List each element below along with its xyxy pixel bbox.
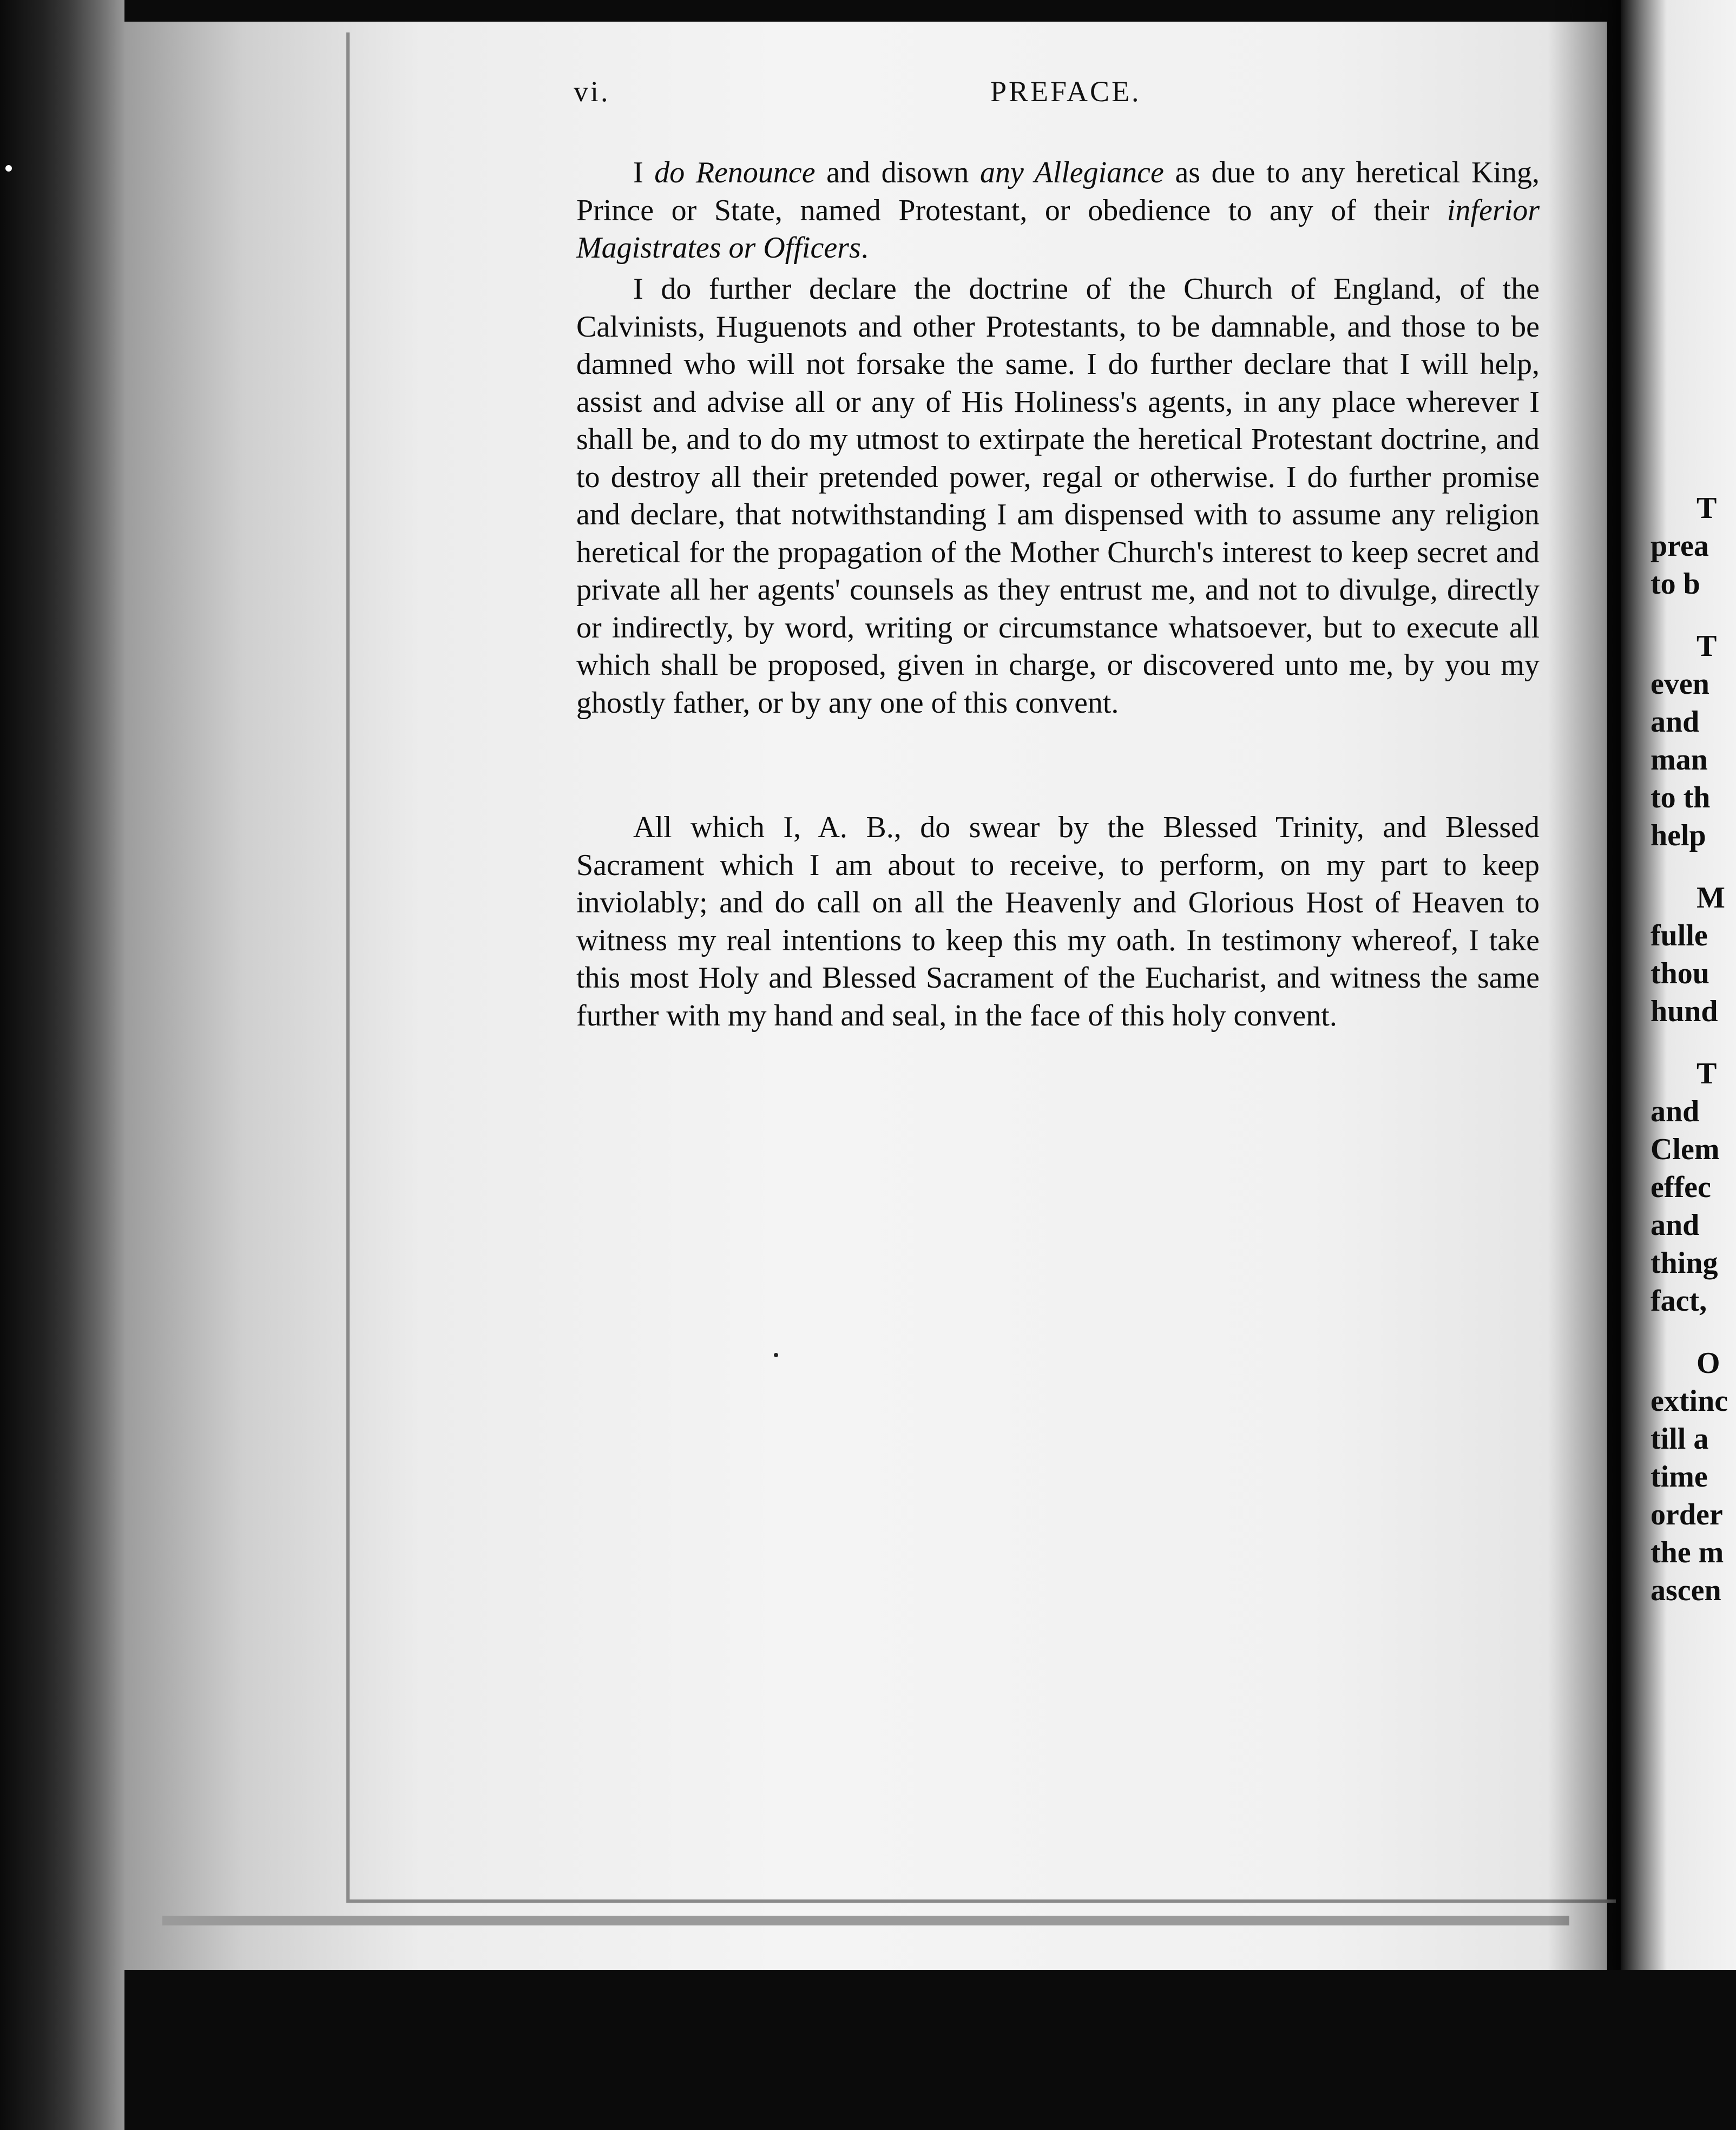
scan-top-edge bbox=[0, 0, 1736, 22]
facing-page-line: T bbox=[1696, 1057, 1717, 1090]
facing-page-line: T bbox=[1696, 491, 1717, 525]
facing-page-line: extinc bbox=[1650, 1384, 1728, 1418]
gutter-shadow bbox=[1548, 0, 1629, 2130]
facing-page-line: prea bbox=[1650, 529, 1709, 563]
facing-page bbox=[1621, 0, 1736, 2130]
facing-page-line: fulle bbox=[1650, 919, 1708, 952]
facing-page-line: and bbox=[1650, 1208, 1700, 1242]
book-binding-edge bbox=[0, 0, 124, 2130]
scan-speck bbox=[5, 165, 12, 172]
paragraph-1: I do Renounce and disown any Allegiance as due to any heretical King, Prince or State, named Protestant, or obedience to any of their inferior Magistrates or Officers. bbox=[576, 156, 1540, 265]
facing-page-line: the m bbox=[1650, 1536, 1724, 1569]
paragraph-2: I do further declare the doctrine of the Church of England, of the Calvinists, Huguenots and other Protestants, to be damnable, and those to be damned who will not forsake the same. I do further declare that I will help, assist and advise all or any of His Holiness's agents, in any place wherever I shall be, and to do my utmost to extirpate the heretical Protestant doctrine, and to destroy all their pretended power, regal or otherwise. I do further promise and declare, that notwithstanding I am dispensed with to assume any religion heretical for the propagation of the Mother Church's interest to keep secret and private all her agents' counsels as they entrust me, and not to divulge, directly or indirectly, by word, writing or circumstance whatsoever, but to execute all which shall be proposed, given in charge, or discovered unto me, by you my ghostly father, or by any one of this convent. bbox=[576, 272, 1540, 720]
paragraph-3: All which I, A. B., do swear by the Blessed Trinity, and Blessed Sacrament which I am about to receive, to perform, on my part to keep inviolably; and do call on all the Heavenly and Glorious Host of Heaven to witness my real intentions to keep this my oath. In testimony whereof, I take this most Holy and Blessed Sacrament of the Eucharist, and witness the same further with my hand and seal, in the face of this holy convent. bbox=[576, 811, 1540, 1033]
facing-page-line: and bbox=[1650, 705, 1700, 739]
facing-page-line: M bbox=[1696, 881, 1725, 915]
page-number: vi. bbox=[574, 75, 610, 108]
facing-page-line: to th bbox=[1650, 781, 1711, 814]
facing-page-line: to b bbox=[1650, 567, 1700, 601]
facing-page-line: T bbox=[1696, 629, 1717, 663]
facing-page-line: thing bbox=[1650, 1246, 1718, 1280]
facing-page-line: fact, bbox=[1650, 1284, 1707, 1318]
facing-page-line: time bbox=[1650, 1460, 1708, 1494]
scan-speck bbox=[774, 1353, 778, 1357]
facing-page-line: effec bbox=[1650, 1171, 1711, 1204]
facing-page-line: thou bbox=[1650, 957, 1709, 990]
facing-page-line: O bbox=[1696, 1346, 1720, 1380]
facing-page-line: help bbox=[1650, 819, 1706, 852]
running-title: PREFACE. bbox=[990, 75, 1141, 108]
facing-page-line: even bbox=[1650, 667, 1709, 701]
facing-page-line: till a bbox=[1650, 1422, 1709, 1456]
facing-page-line: and bbox=[1650, 1095, 1700, 1128]
facing-page-line: Clem bbox=[1650, 1133, 1720, 1166]
page-bottom-band bbox=[162, 1916, 1569, 1925]
facing-page-line: ascen bbox=[1650, 1574, 1721, 1607]
facing-page-line: man bbox=[1650, 743, 1708, 777]
scan-bottom-edge bbox=[124, 1970, 1736, 2130]
facing-page-line: hund bbox=[1650, 995, 1718, 1028]
facing-page-line: order bbox=[1650, 1498, 1723, 1531]
